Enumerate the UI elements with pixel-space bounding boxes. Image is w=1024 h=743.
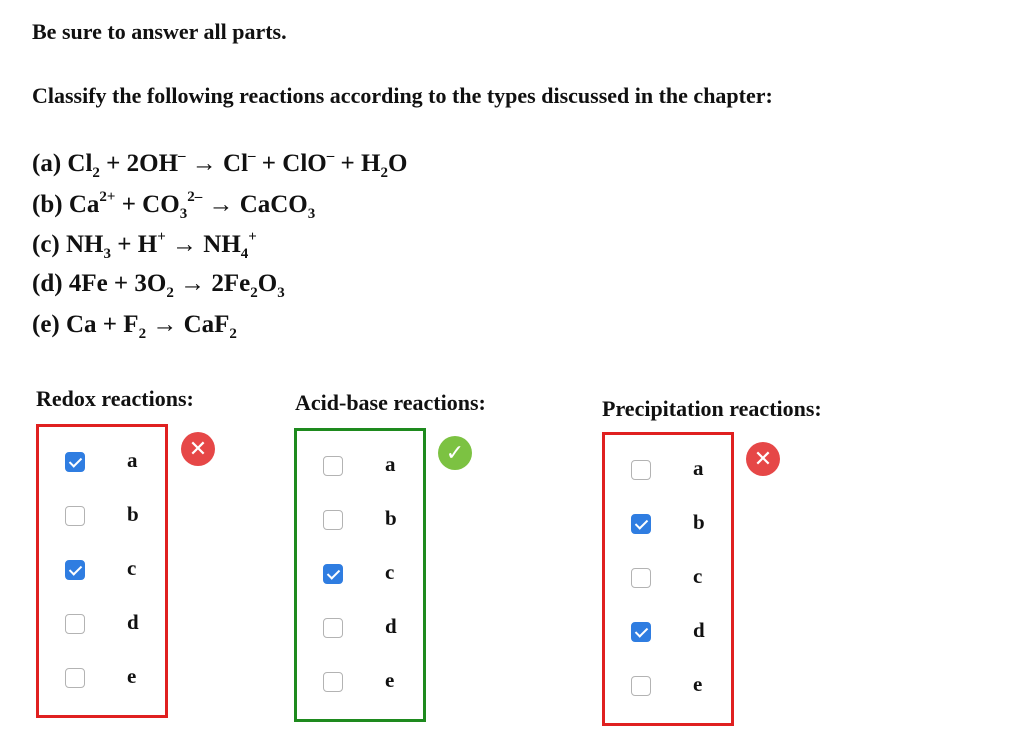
subscript: 4 xyxy=(240,246,249,262)
option-row-c[interactable] xyxy=(39,553,165,587)
subscript: 2 xyxy=(229,326,237,342)
precipitation-options-box xyxy=(602,432,734,726)
option-label: a xyxy=(693,456,704,480)
checkbox-c[interactable] xyxy=(323,564,343,584)
option-label: c xyxy=(693,564,703,588)
reaction-text: + 2OH xyxy=(106,150,179,177)
subscript: 3 xyxy=(103,246,111,262)
x-icon: ✕ xyxy=(746,442,780,476)
subscript: 3 xyxy=(179,206,188,222)
option-row-a[interactable] xyxy=(297,449,423,483)
acid-base-heading: Acid-base reactions: xyxy=(295,390,486,415)
option-row-b[interactable] xyxy=(297,503,423,537)
subscript: 2 xyxy=(250,285,258,301)
reaction-text: 4Fe + 3O xyxy=(68,270,167,297)
option-row-c[interactable] xyxy=(605,561,731,595)
option-row-e[interactable] xyxy=(297,665,423,699)
option-label: b xyxy=(127,502,139,526)
checkbox-a[interactable] xyxy=(323,456,343,476)
reaction-text: Ca xyxy=(68,191,100,218)
precipitation-heading: Precipitation reactions: xyxy=(602,396,822,421)
reaction-label: (b) xyxy=(32,191,63,218)
reaction-text: + H xyxy=(340,150,381,177)
reaction-text: → CaCO xyxy=(208,191,308,218)
question-prompt: Classify the following reactions according to the types discussed in the chapter: xyxy=(32,83,773,108)
subscript: 2 xyxy=(380,165,388,181)
reaction-label: (d) xyxy=(32,270,63,297)
option-row-a[interactable] xyxy=(39,445,165,479)
reaction-text: → NH xyxy=(172,231,241,258)
redox-heading: Redox reactions: xyxy=(36,386,194,411)
instruction-text: Be sure to answer all parts. xyxy=(32,19,287,44)
option-label: d xyxy=(385,614,397,638)
reaction-text: + ClO xyxy=(261,150,327,177)
option-row-a[interactable] xyxy=(605,453,731,487)
superscript: 2+ xyxy=(99,189,116,205)
superscript: – xyxy=(248,148,256,164)
checkbox-b[interactable] xyxy=(323,510,343,530)
checkbox-a[interactable] xyxy=(65,452,85,472)
reaction-text: O xyxy=(257,270,278,297)
reaction-text: → CaF xyxy=(152,311,230,338)
option-row-d[interactable] xyxy=(605,615,731,649)
reaction-text: O xyxy=(387,150,408,177)
reaction-text: NH xyxy=(66,231,104,258)
reaction-text: + CO xyxy=(121,191,180,218)
option-label: e xyxy=(127,664,137,688)
option-label: b xyxy=(693,510,705,534)
checkbox-d[interactable] xyxy=(65,614,85,634)
reaction-b xyxy=(32,189,315,223)
checkbox-b[interactable] xyxy=(65,506,85,526)
check-icon: ✓ xyxy=(438,436,472,470)
superscript: 2– xyxy=(187,189,203,205)
option-row-b[interactable] xyxy=(605,507,731,541)
subscript: 2 xyxy=(92,165,100,181)
option-row-d[interactable] xyxy=(297,611,423,645)
checkbox-c[interactable] xyxy=(65,560,85,580)
option-row-c[interactable] xyxy=(297,557,423,591)
reaction-text: Cl xyxy=(67,150,93,177)
reaction-e xyxy=(32,311,237,343)
reaction-text: + H xyxy=(117,231,158,258)
option-row-e[interactable] xyxy=(39,661,165,695)
option-label: b xyxy=(385,506,397,530)
reaction-label: (c) xyxy=(32,231,60,258)
option-row-b[interactable] xyxy=(39,499,165,533)
option-label: a xyxy=(127,448,138,472)
superscript: + xyxy=(248,229,257,245)
reaction-a xyxy=(32,148,407,182)
reaction-d xyxy=(32,270,285,302)
option-label: c xyxy=(127,556,137,580)
checkbox-a[interactable] xyxy=(631,460,651,480)
subscript: 2 xyxy=(138,326,147,342)
superscript: – xyxy=(326,148,335,164)
checkbox-e[interactable] xyxy=(323,672,343,692)
acid-base-options-box xyxy=(294,428,426,722)
reaction-text: → 2Fe xyxy=(180,270,251,297)
option-label: d xyxy=(693,618,705,642)
subscript: 3 xyxy=(307,206,316,222)
superscript: + xyxy=(157,229,166,245)
reaction-label: (a) xyxy=(32,150,62,177)
option-label: c xyxy=(385,560,395,584)
option-row-e[interactable] xyxy=(605,669,731,703)
checkbox-e[interactable] xyxy=(65,668,85,688)
checkbox-b[interactable] xyxy=(631,514,651,534)
checkbox-e[interactable] xyxy=(631,676,651,696)
x-icon: ✕ xyxy=(181,432,215,466)
option-row-d[interactable] xyxy=(39,607,165,641)
checkbox-d[interactable] xyxy=(631,622,651,642)
reaction-c xyxy=(32,229,257,263)
subscript: 3 xyxy=(277,285,285,301)
checkbox-c[interactable] xyxy=(631,568,651,588)
option-label: a xyxy=(385,452,396,476)
option-label: e xyxy=(385,668,395,692)
reaction-text: Ca + F xyxy=(66,311,139,338)
subscript: 2 xyxy=(166,285,174,301)
checkbox-d[interactable] xyxy=(323,618,343,638)
reaction-label: (e) xyxy=(32,311,60,338)
option-label: e xyxy=(693,672,703,696)
option-label: d xyxy=(127,610,139,634)
redox-options-box xyxy=(36,424,168,718)
reaction-text: → Cl xyxy=(191,150,249,177)
superscript: – xyxy=(178,148,186,164)
